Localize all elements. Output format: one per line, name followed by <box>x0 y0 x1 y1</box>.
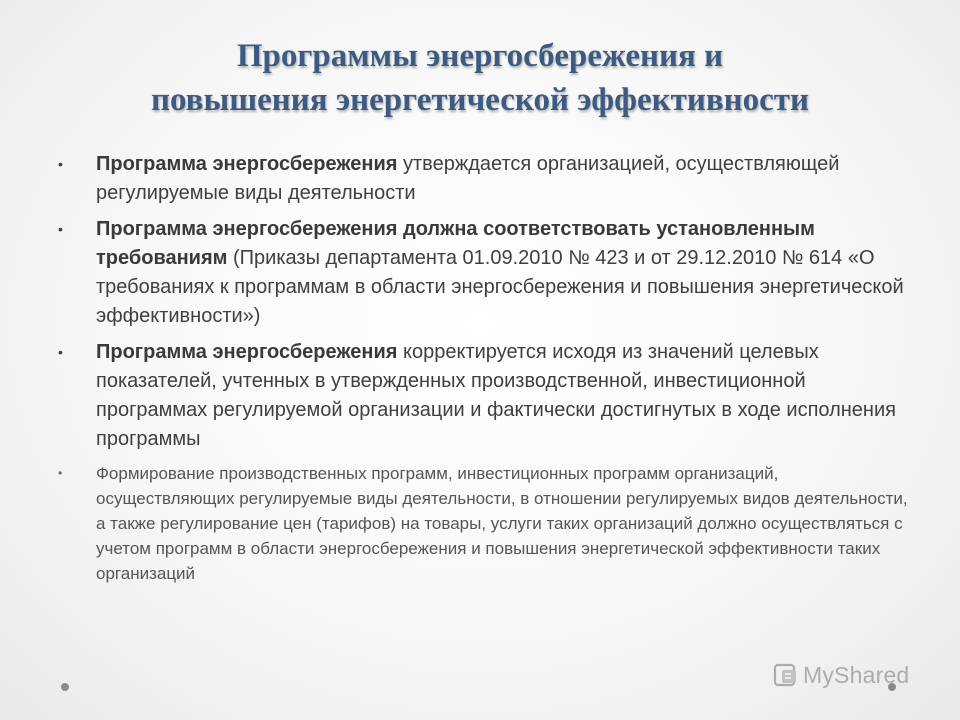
bullet-item <box>58 461 908 586</box>
bullet-text: Формирование производственных программ, инвестиционных программ организаций, осуществляющих регулируемые виды деятельности, в отношении регулируемых видов деятельности, а также регулирование цен (тарифов) на товары, услуги таких организаций должно осуществляться с учетом программ в области энергосбережения и повышения энергетической эффективности таких организаций <box>96 464 908 583</box>
bullet-marker: • <box>58 466 63 480</box>
bullet-marker: • <box>58 156 63 172</box>
bullet-marker: • <box>58 344 63 360</box>
title-line-2: повышения энергетической эффективности <box>150 82 810 118</box>
slide-title <box>40 34 920 122</box>
bullet-marker: • <box>58 221 63 237</box>
bullet-bold-text: Программа энергосбережения <box>96 153 398 175</box>
myshared-logo-icon <box>773 662 799 688</box>
bullet-list <box>58 150 908 593</box>
bullet-item <box>58 338 908 454</box>
bullet-text: утверждается организацией, осуществляющей регулируемые виды деятельности <box>96 153 840 204</box>
bullet-item <box>58 150 908 208</box>
footer-dot-left <box>61 683 69 691</box>
watermark-text: MyShared <box>803 661 910 688</box>
bullet-bold-text: Программа энергосбережения <box>96 341 398 363</box>
bullet-text: (Приказы департамента 01.09.2010 № 423 и от 29.12.2010 № 614 «О требованиях к программам в области энергосбережения и повышения энергетической эффективности») <box>96 247 904 327</box>
title-line-1: Программы энергосбережения и <box>236 38 724 74</box>
watermark <box>773 660 933 690</box>
bullet-item <box>58 215 908 331</box>
bullet-text: корректируется исходя из значений целевых показателей, учтенных в утвержденных производственной, инвестиционной программах регулируемой организации и фактически достигнутых в ходе исполнения программы <box>96 341 896 450</box>
bullet-bold-text: Программа энергосбережения должна соответствовать установленным требованиям <box>96 218 815 269</box>
